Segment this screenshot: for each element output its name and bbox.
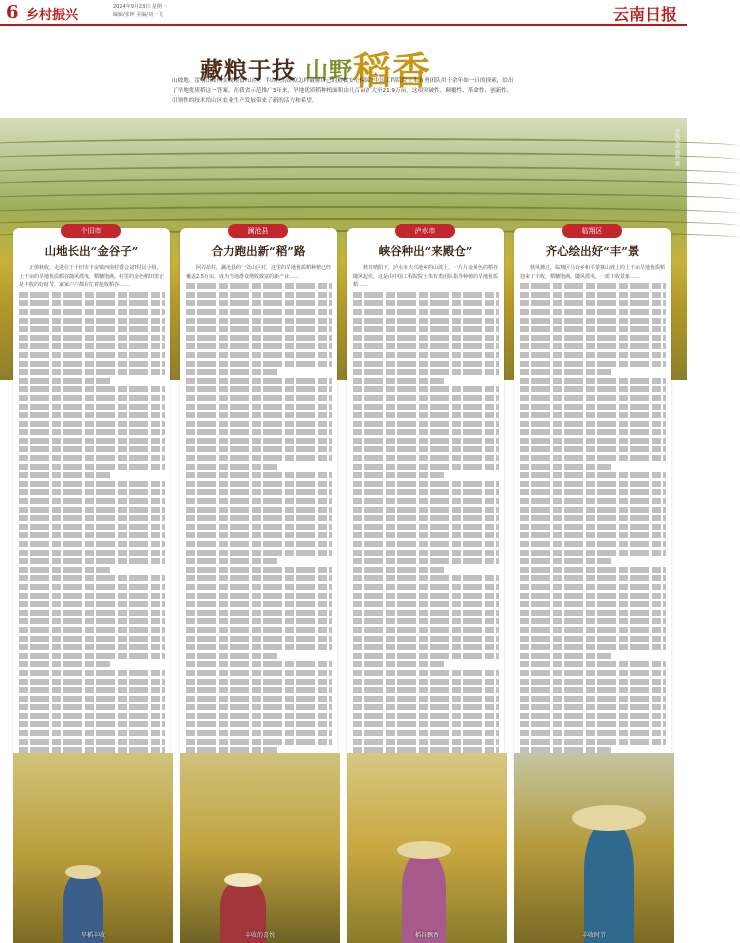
issue-meta [113,3,183,19]
text-line [353,618,499,624]
text-line [353,550,499,556]
page-number: 6 [6,2,19,23]
article-lancang [180,228,337,793]
text-line [186,593,332,599]
text-line [353,532,499,538]
photo-caption: 稻谷飘香 [414,932,439,939]
article-gejiu [13,228,170,793]
body-text-lines [353,292,499,788]
text-line [19,472,110,478]
text-line [520,558,611,564]
text-line [520,404,666,410]
text-line [353,438,499,444]
text-line [353,661,444,667]
text-line [186,386,332,392]
article-body [353,264,499,787]
text-line [19,661,110,667]
text-line [19,696,165,702]
text-line [186,283,332,289]
text-line [353,584,499,590]
text-line [19,455,165,461]
text-line [353,679,499,685]
text-line [19,636,165,642]
photo-caption: 丰收时节 [581,932,606,939]
text-line [19,292,165,298]
text-line [186,309,332,315]
text-line [19,446,165,452]
text-line [186,361,332,367]
text-line [19,335,165,341]
text-line [186,498,332,504]
text-line [19,679,165,685]
text-line [186,326,332,332]
text-line [353,481,499,487]
text-line [520,438,666,444]
text-line [19,627,165,633]
title-part-a: 藏粮于技 [200,57,296,84]
article-body [520,264,666,787]
text-line [520,541,666,547]
text-line [186,704,332,710]
text-line [19,558,165,564]
text-line [186,584,332,590]
text-line [520,687,666,693]
text-line [520,361,666,367]
body-text-lines [19,292,165,788]
text-line [520,601,666,607]
text-line [353,507,499,513]
text-line [19,550,165,556]
text-line [19,361,165,367]
text-line [186,369,277,375]
text-line [19,489,165,495]
article-intro: 秋风拂过，临翔区马台乡和平蒙寨山坡上的上千亩旱地优质稻迎来了丰收，稻穗饱满、随风摇曳，一派丰收景象…… [520,265,666,280]
text-line [353,696,499,702]
text-line [186,395,332,401]
text-line [353,335,499,341]
text-line [186,601,332,607]
text-line [353,498,499,504]
article-intro: 正值秋收，走进位于个旧市卡房镇西南村委会刘?村民小组，上千亩的旱地优质稻谷随风摇曳，稻穗饱满。村里的金色稻田里正是丰收的好时节，家家户户都在忙着抢收稻谷…… [19,265,165,289]
text-line [520,378,666,384]
text-line [353,464,499,470]
text-line [520,352,666,358]
text-line [19,507,165,513]
text-line [186,438,332,444]
text-line [520,343,666,349]
text-line [520,524,666,530]
text-line [186,515,332,521]
text-line [186,524,332,530]
photo-caption: 旱稻丰收 [80,932,105,939]
text-line [353,326,499,332]
text-line [19,532,165,538]
text-line [19,386,165,392]
text-line [353,515,499,521]
text-line [186,455,332,461]
text-line [353,601,499,607]
text-line [520,550,666,556]
text-line [520,309,666,315]
text-line [19,670,165,676]
text-line [19,704,165,710]
text-line [353,644,499,650]
text-line [186,679,332,685]
text-line [186,532,332,538]
text-line [520,472,666,478]
text-line [19,429,165,435]
text-line [353,361,499,367]
text-line [19,687,165,693]
harvest-photo [514,753,674,943]
text-line [520,653,611,659]
text-line [186,292,332,298]
text-line [19,395,165,401]
text-line [520,421,666,427]
text-line [186,404,332,410]
text-line [353,412,499,418]
text-line [186,670,332,676]
harvest-photo [347,753,507,943]
text-line [520,283,666,289]
text-line [520,318,666,324]
text-line [520,481,666,487]
text-line [186,636,332,642]
article-body [186,264,332,787]
text-line [520,498,666,504]
location-tag: 临翔区 [562,224,622,238]
text-line [186,481,332,487]
text-line [353,593,499,599]
text-line [353,653,499,659]
text-line [353,318,499,324]
issue-date: 2024年9月23日 星期一 [113,4,167,10]
text-line [186,489,332,495]
text-line [520,644,666,650]
text-line [19,438,165,444]
text-line [353,343,499,349]
text-line [353,386,499,392]
text-line [353,378,444,384]
text-line [186,550,332,556]
title-part-b: 山野 [305,57,354,84]
text-line [186,687,332,693]
text-line [353,446,499,452]
photo-caption: 丰收的喜悦 [244,932,275,939]
text-line [520,489,666,495]
text-line [520,670,666,676]
text-line [19,326,165,332]
article-intro: 秋日晴阳下，泸水市大兴地乡的山坡上，一片片金黄色的稻谷随风起伏，这是由中国工程院院士朱有勇团队指导种植的旱地优质稻…… [353,265,499,289]
text-line [19,318,165,324]
text-line [19,498,165,504]
text-line [186,610,332,616]
article-headline: 合力跑出新“稻”路 [211,244,306,258]
article-body [19,264,165,787]
newspaper-logo: 云南日报 [612,5,677,24]
harvest-photo [180,753,340,943]
location-tag: 个旧市 [61,224,121,238]
bottom-photo-row [0,718,687,943]
text-line [520,704,666,710]
text-line [19,618,165,624]
body-text-lines [186,283,332,779]
text-line [19,309,165,315]
text-line [520,593,666,599]
text-line [353,369,499,375]
text-line [186,541,332,547]
text-line [186,421,332,427]
text-line [520,661,666,667]
text-line [353,292,499,298]
text-line [520,618,666,624]
text-line [520,395,666,401]
text-line [520,679,666,685]
text-line [186,507,332,513]
text-line [353,524,499,530]
text-line [19,421,165,427]
text-line [19,352,165,358]
text-line [520,515,666,521]
text-line [520,696,666,702]
text-line [353,541,499,547]
text-line [186,352,332,358]
text-line [19,369,165,375]
text-line [186,318,332,324]
text-line [353,300,499,306]
text-line [353,627,499,633]
text-line [19,541,165,547]
article-headline: 山地长出“金谷子” [44,244,139,258]
text-line [520,300,666,306]
text-line [353,404,499,410]
text-line [19,601,165,607]
text-line [353,670,499,676]
text-line [353,455,499,461]
text-line [520,507,666,513]
article-headline: 齐心绘出好“丰”景 [545,244,640,258]
text-line [19,343,165,349]
text-line [186,627,332,633]
text-line [186,661,332,667]
text-line [520,412,666,418]
text-line [186,335,332,341]
text-line [186,412,332,418]
article-intro: 阿弄昂村，澜沧县的一处山区村，这里的旱地优质稻种植已经覆盖2.5万亩，成为当地群众增收致富的新产业…… [186,265,332,280]
harvest-photo [13,753,173,943]
text-line [186,575,332,581]
text-line [520,446,666,452]
text-line [19,644,165,650]
text-line [186,300,332,306]
text-line [19,300,165,306]
text-line [186,446,332,452]
text-line [353,429,499,435]
article-linxiang [514,228,671,793]
text-line [19,653,165,659]
text-line [520,455,666,461]
text-line [353,558,499,564]
text-line [520,369,611,375]
text-line [520,326,666,332]
text-line [19,575,165,581]
text-line [19,584,165,590]
text-line [520,636,666,642]
text-line [186,378,332,384]
text-line [186,618,332,624]
text-line [186,558,277,564]
text-line [520,584,666,590]
text-line [353,395,499,401]
text-line [520,610,666,616]
text-line [186,567,332,573]
location-tag: 澜沧县 [228,224,288,238]
article-lushui [347,228,504,793]
issue-editors: 编辑/张坤 美编/刘一飞 [113,12,163,18]
text-line [520,292,666,298]
text-line [353,309,499,315]
text-line [353,610,499,616]
text-line [19,464,165,470]
text-line [19,515,165,521]
title-part-c: 稻香 [353,48,432,93]
article-headline: 峡谷种出“来殿仓” [378,244,473,258]
text-line [520,464,611,470]
text-line [353,704,499,710]
text-line [19,481,165,487]
section-title: 乡村振兴 [26,8,79,23]
text-line [353,352,499,358]
text-line [19,412,165,418]
text-line [520,386,666,392]
photo-credit: 本报记者 杨峥 摄 [674,128,680,167]
text-line [186,343,332,349]
text-line [520,429,666,435]
text-line [186,653,277,659]
text-line [520,335,666,341]
text-line [520,575,666,581]
text-line [186,696,332,702]
text-line [19,378,110,384]
text-line [19,593,165,599]
masthead [0,0,687,26]
text-line [19,567,110,573]
text-line [353,489,499,495]
text-line [186,429,332,435]
text-line [19,524,165,530]
text-line [186,464,277,470]
text-line [520,532,666,538]
text-line [186,644,332,650]
location-tag: 泸水市 [395,224,455,238]
text-line [353,567,444,573]
lead-paragraph: 山坡地、雷响田如何实现粮食?山区、半山区的群众怎样破解自己的粮食安全保障?中国工程院院士朱有勇团队用十余年如一日的探索，给出了旱地优质稻这一答案。在我省示范推广3年来，旱地优质稻种植面积由几百亩扩大至21.9万亩，这项突破性、颠覆性、革命性、创新性、引领性的技术给山区农业生产发展带来了新的活力和希望。 [172,78,514,104]
text-line [353,575,499,581]
text-line [186,472,332,478]
body-text-lines [520,283,666,779]
text-line [520,627,666,633]
text-line [353,636,499,642]
text-line [353,472,444,478]
text-line [19,610,165,616]
text-line [19,404,165,410]
text-line [520,567,666,573]
text-line [353,687,499,693]
text-line [353,421,499,427]
